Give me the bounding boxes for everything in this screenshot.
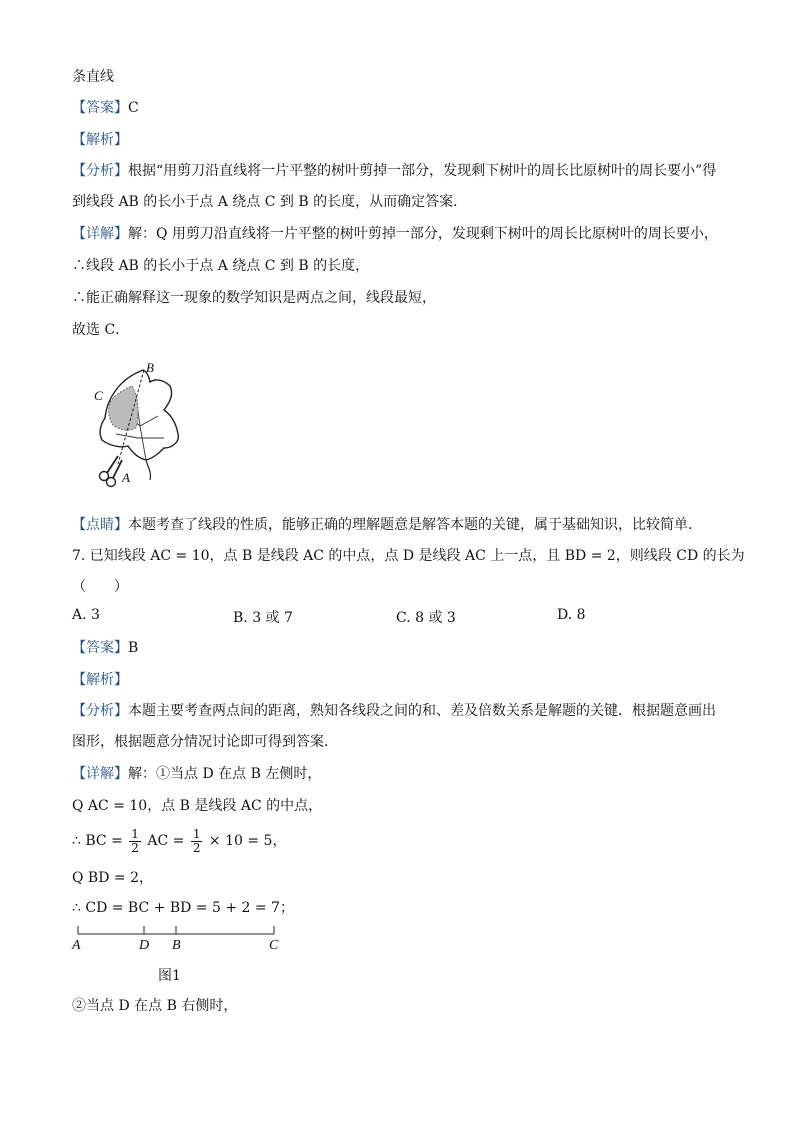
q7-calc-line (72, 826, 286, 856)
q7-fenxi-line1 (72, 701, 716, 721)
q6-fenxi-line2: 到线段 AB 的长小于点 A 绕点 C 到 B 的长度，从而确定答案． (72, 194, 468, 210)
dianjing-text: 本题考查了线段的性质，能够正确的理解题意是解答本题的关键，属于基础知识，比较简单． (128, 517, 702, 533)
segment-figure (72, 922, 292, 942)
answer-value: B (128, 640, 139, 656)
q6-xiangjie-line2: ∴线段 AB 的长小于点 A 绕点 C 到 B 的长度， (72, 258, 370, 274)
q7-option-b: B. 3 或 7 (233, 610, 293, 626)
fraction-one-half-2 (191, 828, 203, 855)
label-C: C (94, 388, 103, 403)
frac-numerator-2: 1 (192, 826, 201, 841)
q7-stem-line1: 7. 已知线段 AC = 10，点 B 是线段 AC 的中点，点 D 是线段 AC 上一点，且 BD = 2，则线段 CD 的长为 (72, 548, 745, 564)
cut-shaded-region (109, 386, 138, 430)
fenxi-tag: 【分析】 (72, 703, 128, 719)
q7-xiangjie-line1 (72, 764, 321, 784)
q6-xiangjie-line4: 故选 C． (72, 322, 130, 338)
q7-analysis-tag: 【解析】 (72, 672, 128, 688)
calc-prefix: ∴ BC = (72, 833, 123, 849)
q6-answer-line (72, 98, 139, 118)
q7-xiangjie-line6: ②当点 D 在点 B 右侧时， (72, 998, 238, 1014)
fenxi-text: 本题主要考查两点间的距离，熟知各线段之间的和、差及倍数关系是解题的关键．根据题意画出 (128, 703, 716, 719)
scissors-icon (100, 456, 123, 487)
xiangjie-tag: 【详解】 (72, 766, 128, 782)
xiangjie-tag: 【详解】 (72, 226, 128, 242)
q6-xiangjie-line3: ∴能正确解释这一现象的数学知识是两点之间，线段最短， (72, 290, 436, 306)
fraction-one-half (129, 828, 141, 855)
q7-option-d: D. 8 (557, 607, 586, 623)
point-label-B: B (172, 938, 181, 953)
q7-answer-line (72, 638, 138, 658)
q7-xiangjie-line5: ∴ CD = BC + BD = 5 + 2 = 7； (72, 900, 294, 916)
leaf-stem (146, 460, 151, 480)
frac-denominator: 2 (131, 840, 139, 855)
point-label-D: D (139, 938, 150, 953)
leaf-scissors-figure (88, 356, 188, 490)
q6-dianjing-line (72, 515, 702, 535)
q6-fenxi-line1 (72, 161, 716, 181)
fenxi-text: 根据“用剪刀沿直线将一片平整的树叶剪掉一部分，发现剩下树叶的周长比原树叶的周长要小”得 (128, 163, 717, 179)
q7-xiangjie-line4: Q BD = 2， (72, 870, 153, 886)
answer-tag: 【答案】 (72, 100, 128, 116)
q7-option-c: C. 8 或 3 (396, 610, 456, 626)
q7-xiangjie-line2: Q AC = 10，点 B 是线段 AC 的中点， (72, 798, 323, 814)
dianjing-tag: 【点睛】 (72, 517, 128, 533)
calc-mid1: AC = (147, 833, 185, 849)
answer-value: C (128, 100, 139, 116)
q7-option-a: A. 3 (72, 607, 100, 623)
frac-numerator: 1 (131, 826, 139, 841)
q6-analysis-tag: 【解析】 (72, 132, 128, 148)
frac-denominator-2: 2 (192, 840, 201, 855)
xiangjie-text: 解：①当点 D 在点 B 左侧时， (128, 766, 322, 782)
q7-stem-line2: （ ） (72, 579, 128, 595)
point-label-A: A (72, 938, 81, 953)
label-B: B (146, 360, 154, 375)
continuation-text: 条直线 (72, 69, 114, 85)
figure-caption: 图1 (158, 968, 181, 984)
calc-mid2: × 10 = 5， (208, 833, 287, 849)
label-A: A (122, 470, 130, 485)
answer-tag: 【答案】 (72, 640, 128, 656)
q7-fenxi-line2: 图形，根据题意分情况讨论即可得到答案． (72, 734, 338, 750)
fenxi-tag: 【分析】 (72, 163, 128, 179)
q6-xiangjie-line1 (72, 224, 718, 244)
xiangjie-text: 解：Q 用剪刀沿直线将一片平整的树叶剪掉一部分，发现剩下树叶的周长比原树叶的周长要小， (128, 226, 718, 242)
point-label-C: C (269, 938, 279, 953)
